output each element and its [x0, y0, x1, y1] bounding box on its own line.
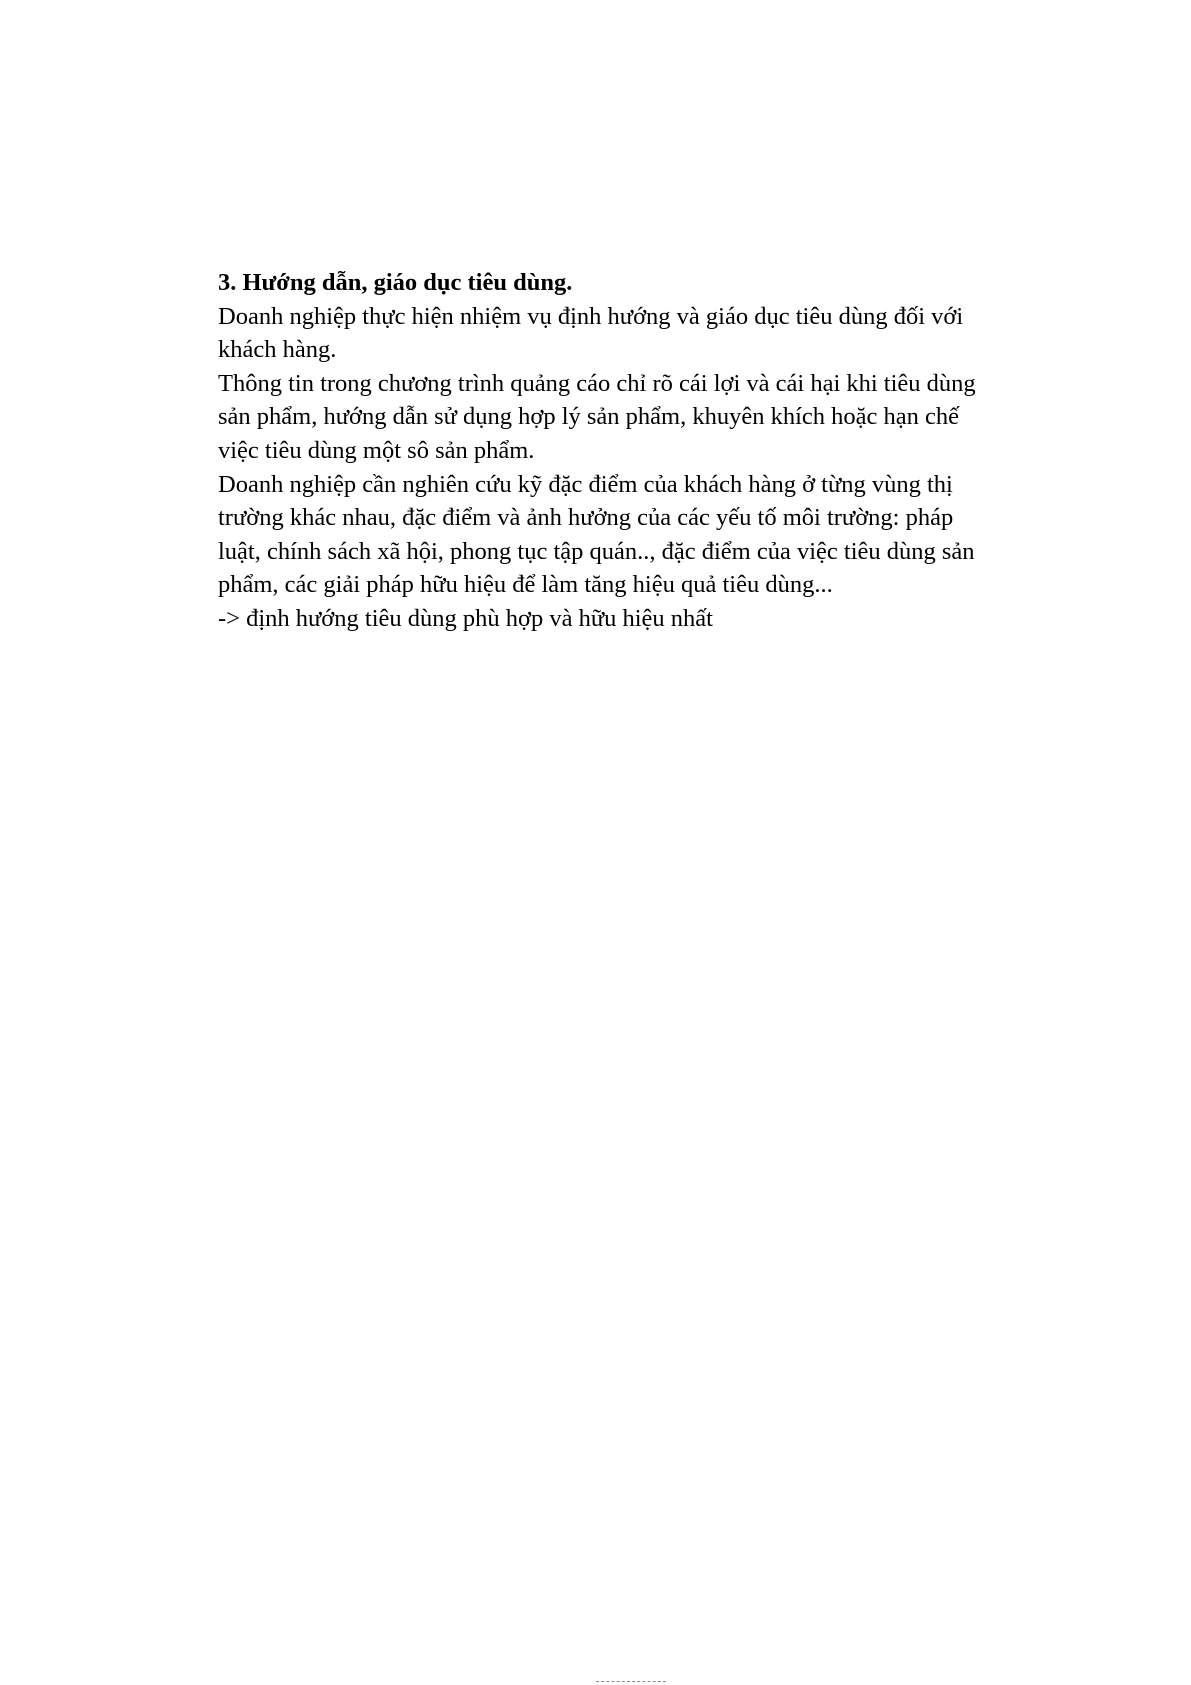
body-line: Doanh nghiệp cần nghiên cứu kỹ đặc điểm của khách hàng ở từng vùng thị [218, 470, 953, 498]
body-line: việc tiêu dùng một sô sản phẩm. [218, 436, 535, 464]
body-line: sản phẩm, hướng dẫn sử dụng hợp lý sản phẩm, khuyên khích hoặc hạn chế [218, 403, 960, 431]
page-edge-divider [596, 1681, 666, 1682]
body-line: trường khác nhau, đặc điểm và ảnh hưởng của các yếu tố môi trường: pháp [218, 504, 954, 532]
body-line: khách hàng. [218, 336, 337, 364]
body-line: Doanh nghiệp thực hiện nhiệm vụ định hướng và giáo dục tiêu dùng đối với [218, 302, 964, 330]
body-line: -> định hướng tiêu dùng phù hợp và hữu hiệu nhất [218, 604, 713, 632]
body-line: Thông tin trong chương trình quảng cáo chỉ rõ cái lợi và cái hại khi tiêu dùng [218, 369, 976, 397]
section-heading: 3. Hướng dẫn, giáo dục tiêu dùng. [218, 269, 573, 296]
body-line: phẩm, các giải pháp hữu hiệu để làm tăng hiệu quả tiêu dùng... [218, 571, 833, 599]
document-body [218, 266, 1078, 636]
body-line: luật, chính sách xã hội, phong tục tập quán.., đặc điểm của việc tiêu dùng sản [218, 537, 975, 565]
